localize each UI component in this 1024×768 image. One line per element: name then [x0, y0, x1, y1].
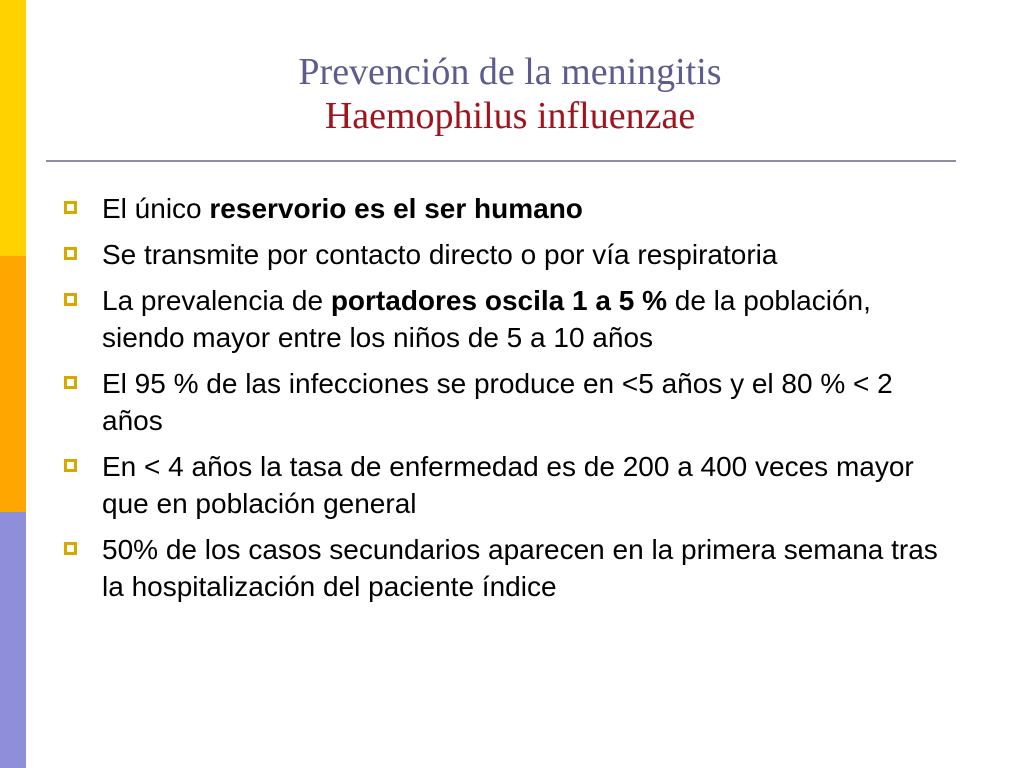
bullet-text: 50% de los casos secundarios aparecen en la primera semana tras la hospitalización del paciente índice: [102, 534, 938, 602]
title-divider: [46, 160, 956, 162]
square-bullet-icon: [64, 201, 77, 214]
bullet-text: Se transmite por contacto directo o por vía respiratoria: [102, 239, 778, 270]
square-bullet-icon: [64, 542, 77, 555]
bullet-item: [62, 448, 942, 522]
bullet-list: [62, 190, 942, 614]
bullet-text: El único reservorio es el ser humano: [102, 193, 583, 224]
bullet-item: [62, 365, 942, 439]
side-bar-lavender-segment: [0, 512, 26, 768]
bullet-item: [62, 282, 942, 356]
square-bullet-icon: [64, 459, 77, 472]
bullet-item: [62, 236, 942, 273]
square-bullet-icon: [64, 376, 77, 389]
bullet-item: [62, 190, 942, 227]
side-accent-bar: [0, 0, 26, 768]
bullet-text: En < 4 años la tasa de enfermedad es de 200 a 400 veces mayor que en población general: [102, 451, 914, 519]
slide-title: [60, 50, 960, 138]
slide-title-line-2: Haemophilus influenzae: [324, 95, 696, 137]
side-bar-orange-segment: [0, 256, 26, 512]
slide-title-line-1: Prevención de la meningitis: [298, 51, 722, 93]
bullet-item: [62, 531, 942, 605]
bullet-text: La prevalencia de portadores oscila 1 a 5 % de la población, siendo mayor entre los niños de 5 a 10 años: [102, 285, 871, 353]
side-bar-yellow-segment: [0, 0, 26, 256]
square-bullet-icon: [64, 293, 77, 306]
square-bullet-icon: [64, 247, 77, 260]
bullet-text: El 95 % de las infecciones se produce en <5 años y el 80 % < 2 años: [102, 368, 893, 436]
